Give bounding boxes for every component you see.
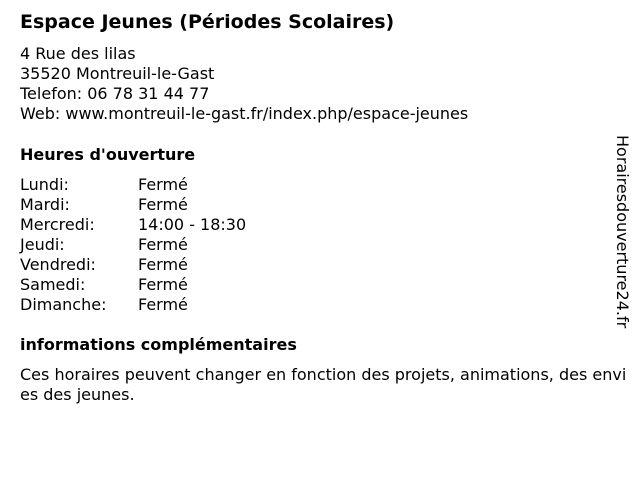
page-title: Espace Jeunes (Périodes Scolaires) — [20, 11, 395, 33]
hours-day: Samedi: — [20, 275, 86, 294]
hours-time: Fermé — [138, 255, 188, 274]
address-city: 35520 Montreuil-le-Gast — [20, 64, 215, 83]
hours-time: Fermé — [138, 295, 188, 314]
hours-day: Mercredi: — [20, 215, 95, 234]
website-text: Web: www.montreuil-le-gast.fr/index.php/espace-jeunes — [20, 104, 469, 123]
hours-time: Fermé — [138, 275, 188, 294]
hours-day: Dimanche: — [20, 295, 107, 314]
info-heading: informations complémentaires — [20, 335, 297, 354]
address-street: 4 Rue des lilas — [20, 44, 136, 63]
hours-time: 14:00 - 18:30 — [138, 215, 247, 234]
address-block — [20, 44, 468, 124]
hours-row-wednesday — [20, 215, 246, 235]
hours-table — [20, 175, 246, 315]
hours-row-monday — [20, 175, 246, 195]
info-text: Ces horaires peuvent changer en fonction des projets, animations, des envies des jeunes. — [20, 365, 627, 404]
hours-time: Fermé — [138, 235, 188, 254]
hours-row-saturday — [20, 275, 246, 295]
hours-row-tuesday — [20, 195, 246, 215]
hours-heading: Heures d'ouverture — [20, 145, 196, 164]
hours-time: Fermé — [138, 195, 188, 214]
watermark-text: Horairesdouverture24.fr — [613, 135, 632, 329]
hours-day: Mardi: — [20, 195, 70, 214]
hours-row-friday — [20, 255, 246, 275]
hours-row-sunday — [20, 295, 246, 315]
hours-day: Jeudi: — [20, 235, 65, 254]
hours-day: Lundi: — [20, 175, 69, 194]
hours-day: Vendredi: — [20, 255, 96, 274]
phone-number: Telefon: 06 78 31 44 77 — [20, 84, 210, 103]
hours-row-thursday — [20, 235, 246, 255]
hours-time: Fermé — [138, 175, 188, 194]
